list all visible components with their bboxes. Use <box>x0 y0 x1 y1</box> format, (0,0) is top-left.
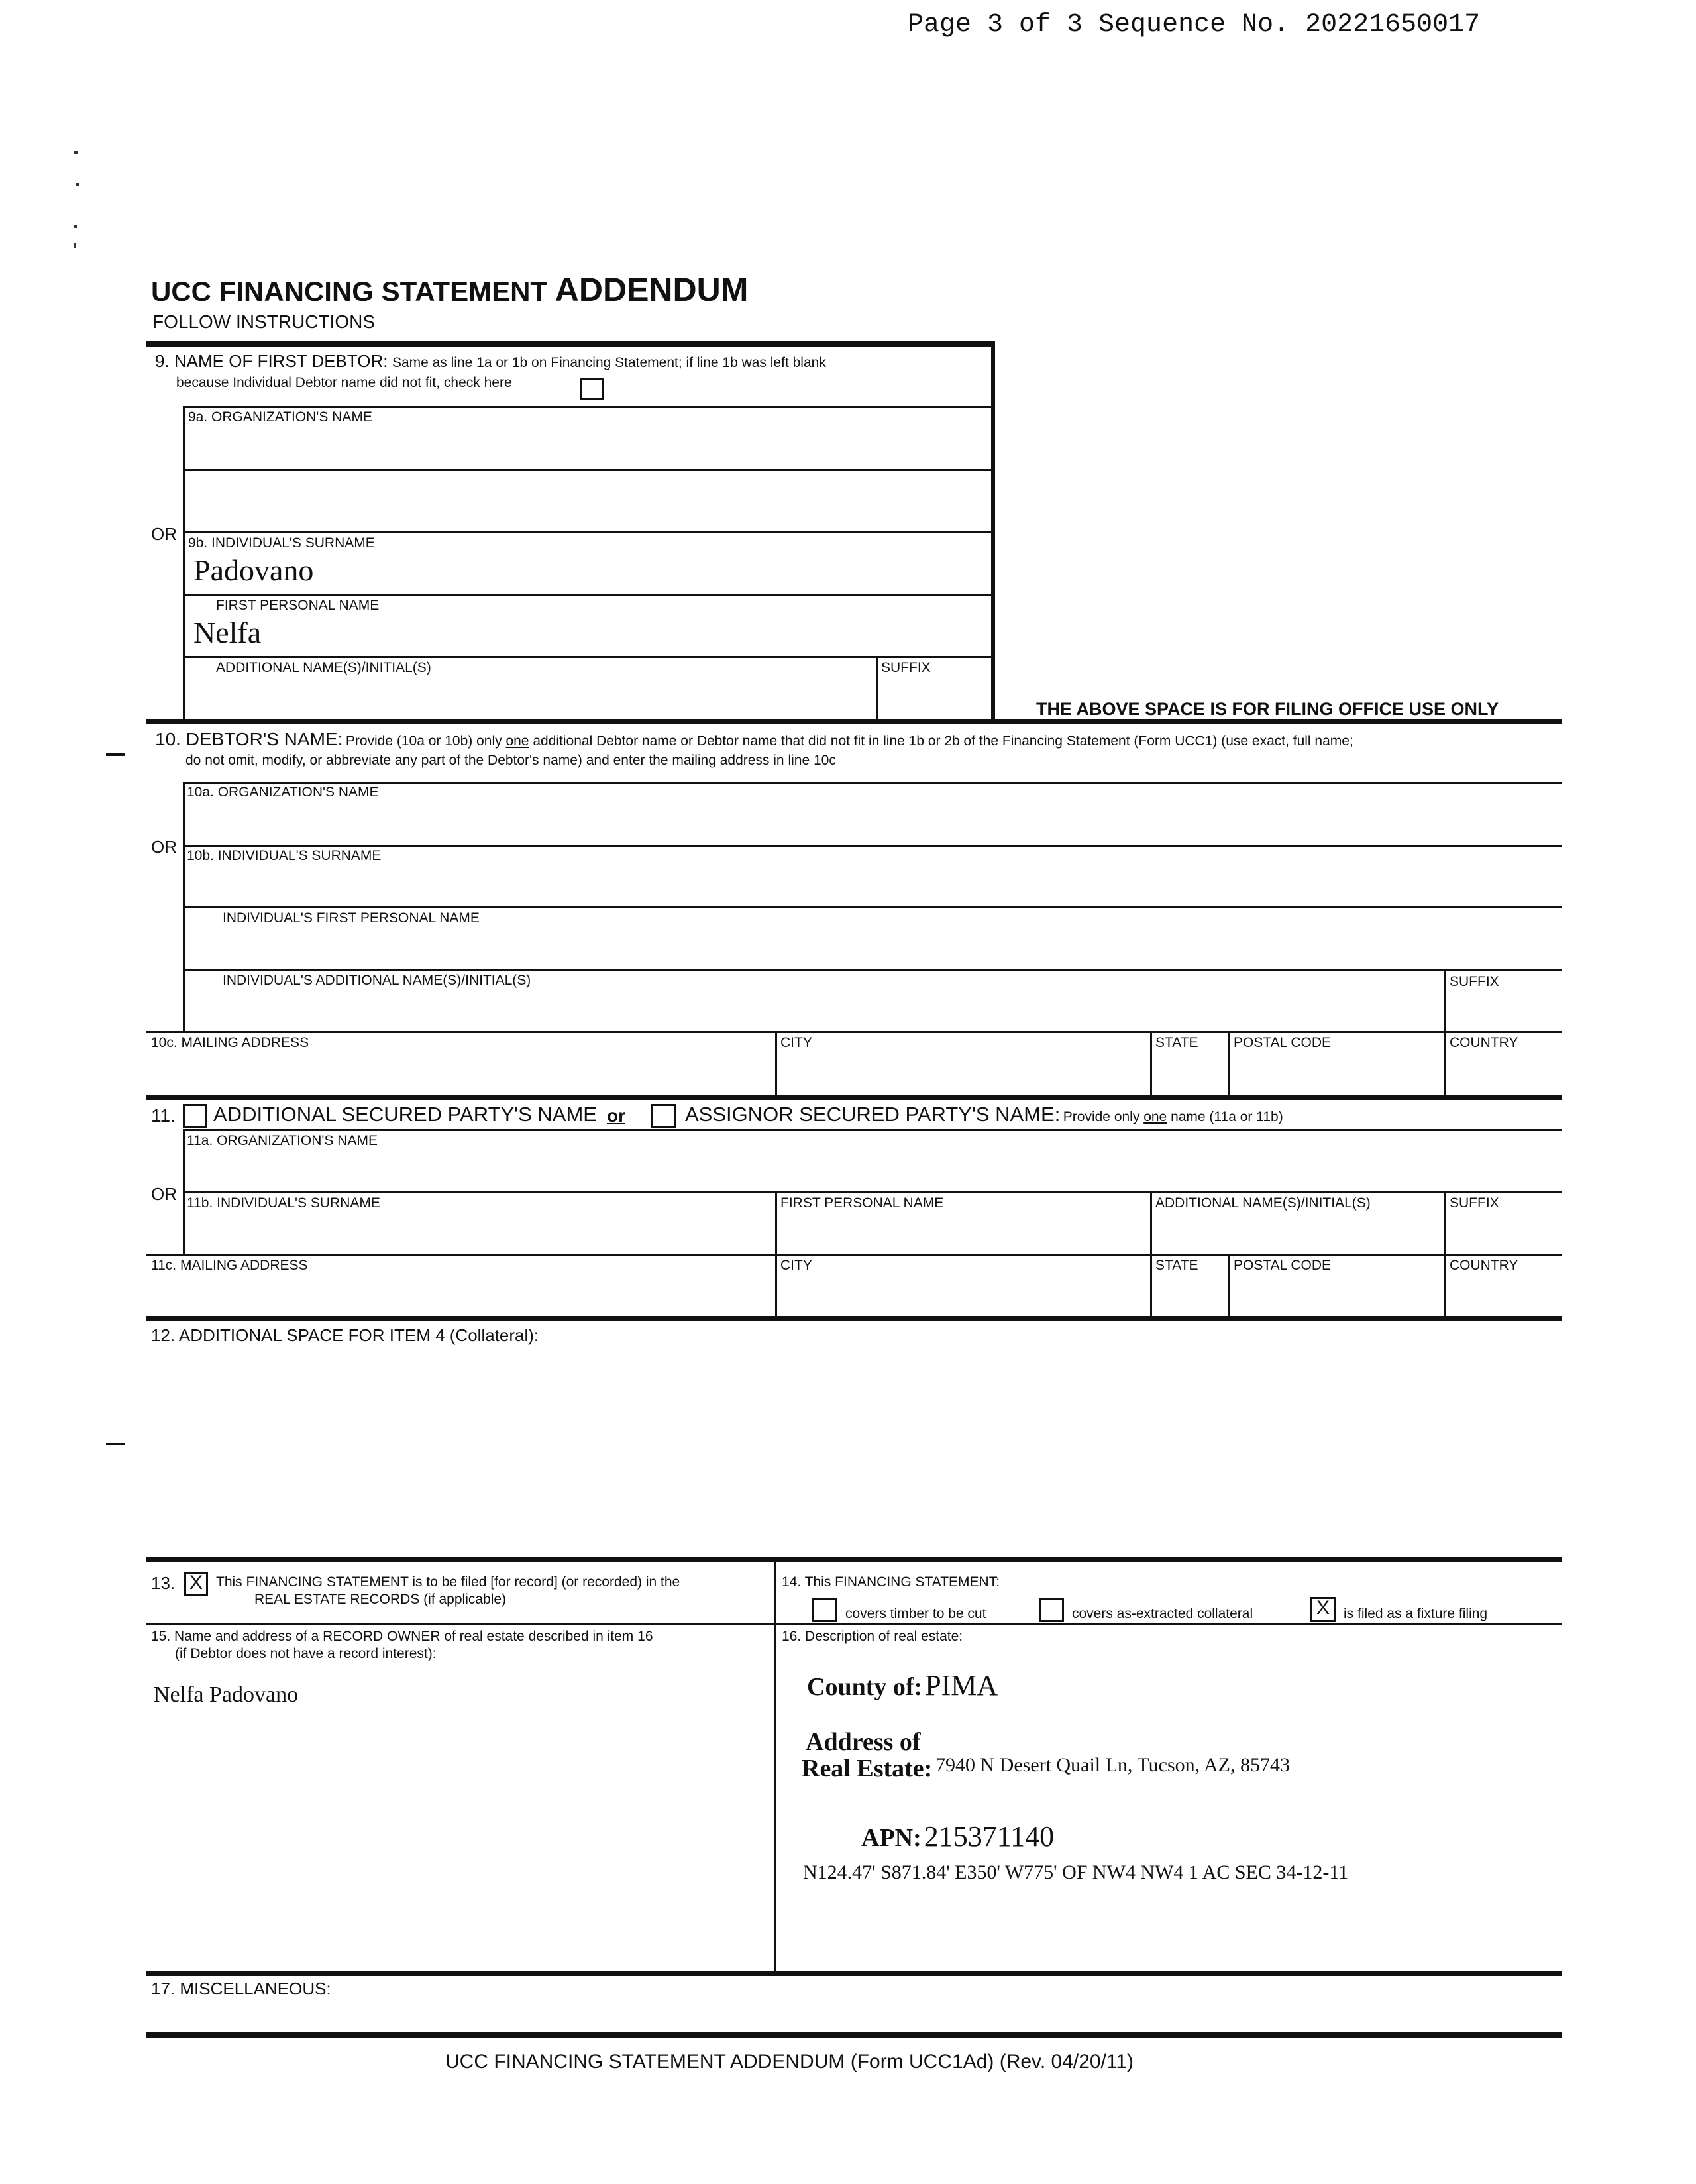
rule <box>1150 1031 1152 1095</box>
rule <box>146 1031 1562 1033</box>
section11c-label: 11c. MAILING ADDRESS <box>151 1258 308 1273</box>
section16-label: 16. Description of real estate: <box>782 1629 963 1644</box>
section9-heading <box>155 353 826 372</box>
section13-top-border <box>146 1557 1562 1562</box>
section11-suffix-label: SUFFIX <box>1450 1195 1499 1211</box>
section16-county <box>807 1668 998 1702</box>
section16-legal-description: N124.47' S871.84' E350' W775' OF NW4 NW4 1 AC SEC 34-12-11 <box>803 1861 1349 1883</box>
section9a-label: 9a. ORGANIZATION'S NAME <box>188 410 372 425</box>
section10-first-name-label: INDIVIDUAL'S FIRST PERSONAL NAME <box>223 910 480 926</box>
form-title-addendum: ADDENDUM <box>555 271 749 308</box>
section10-instructions-line2: do not omit, modify, or abbreviate any part of the Debtor's name) and enter the mailing address in line 10c <box>186 753 836 768</box>
section10-number: 10. DEBTOR'S NAME: <box>155 729 343 749</box>
section11-additional-checkbox[interactable] <box>183 1104 207 1128</box>
section11a-label: 11a. ORGANIZATION'S NAME <box>187 1133 378 1148</box>
rule <box>1150 1254 1152 1317</box>
section11-additional-name-label: ADDITIONAL NAME(S)/INITIAL(S) <box>1155 1195 1371 1211</box>
section10-instructions-one: one <box>505 734 529 749</box>
section14-timber-checkbox[interactable] <box>812 1598 837 1622</box>
section13-checkbox[interactable]: X <box>184 1572 208 1596</box>
section9b-label: 9b. INDIVIDUAL'S SURNAME <box>188 535 375 551</box>
rule <box>775 1254 777 1317</box>
section16-apn-label: APN: <box>861 1824 922 1852</box>
section16-county-label: County of: <box>807 1673 923 1701</box>
rule <box>146 1623 1562 1625</box>
section11b-label: 11b. INDIVIDUAL'S SURNAME <box>187 1195 380 1211</box>
rule <box>1444 1031 1446 1095</box>
follow-instructions: FOLLOW INSTRUCTIONS <box>152 311 376 332</box>
page-sequence: Page 3 of 3 Sequence No. 20221650017 <box>908 10 1481 40</box>
section10-instructions-a: Provide (10a or 10b) only <box>345 734 506 749</box>
section10-city-label: CITY <box>780 1035 812 1050</box>
rule <box>183 969 1562 971</box>
section10-top-border <box>146 719 1562 724</box>
section11-provide-a: Provide only <box>1063 1109 1144 1124</box>
rule <box>183 906 1562 908</box>
rule <box>183 656 992 658</box>
section16-address-value: 7940 N Desert Quail Ln, Tucson, AZ, 85743 <box>935 1754 1290 1776</box>
rule <box>775 1191 777 1255</box>
section12-top-border <box>146 1316 1562 1321</box>
section9-right-border <box>991 341 995 719</box>
rule <box>183 406 185 719</box>
section15-label-line1: 15. Name and address of a RECORD OWNER of real estate described in item 16 <box>151 1629 653 1644</box>
section11-city-label: CITY <box>780 1258 812 1273</box>
section9b-value: Padovano <box>193 553 314 587</box>
margin-dash <box>106 1443 125 1445</box>
rule <box>183 782 1562 784</box>
section14-label: 14. This FINANCING STATEMENT: <box>782 1574 1000 1590</box>
section9-first-name-value: Nelfa <box>193 616 262 649</box>
form-title <box>151 270 748 309</box>
section11-top-border <box>146 1095 1562 1100</box>
section13-text-line2: REAL ESTATE RECORDS (if applicable) <box>254 1592 507 1607</box>
form-footer: UCC FINANCING STATEMENT ADDENDUM (Form UCC1Ad) (Rev. 04/20/11) <box>445 2051 1134 2073</box>
section10-state-label: STATE <box>1155 1035 1198 1050</box>
section11-country-label: COUNTRY <box>1450 1258 1518 1273</box>
rule <box>1228 1031 1230 1095</box>
rule <box>183 469 992 471</box>
section9-additional-label: ADDITIONAL NAME(S)/INITIAL(S) <box>216 660 431 675</box>
section9-instructions: Same as line 1a or 1b on Financing Statement; if line 1b was left blank <box>392 355 826 370</box>
section15-label-line2: (if Debtor does not have a record interest): <box>175 1646 437 1661</box>
section14-fixture-label: is filed as a fixture filing <box>1344 1606 1488 1621</box>
form-title-main: UCC FINANCING STATEMENT <box>151 276 555 307</box>
section11-or-label: OR <box>151 1184 177 1204</box>
rule <box>183 1129 1562 1131</box>
section9-number: 9. NAME OF FIRST DEBTOR: <box>155 351 388 371</box>
section17-top-border <box>146 1971 1562 1976</box>
section10-postal-label: POSTAL CODE <box>1234 1035 1332 1050</box>
section14-extracted-checkbox[interactable] <box>1039 1598 1064 1622</box>
section10c-label: 10c. MAILING ADDRESS <box>151 1035 309 1050</box>
rule <box>183 406 992 408</box>
section17-label: 17. MISCELLANEOUS: <box>151 1979 331 1998</box>
rule <box>1444 1191 1446 1255</box>
section16-apn-value: 215371140 <box>924 1820 1055 1853</box>
rule <box>876 656 878 719</box>
rule <box>183 531 992 533</box>
section11-first-name-label: FIRST PERSONAL NAME <box>780 1195 944 1211</box>
rule <box>183 594 992 596</box>
section15-record-owner: Nelfa Padovano <box>154 1682 299 1707</box>
section9-or: OR <box>151 524 177 544</box>
rule <box>183 845 1562 847</box>
rule <box>1444 1254 1446 1317</box>
section14-extracted-label: covers as-extracted collateral <box>1072 1606 1253 1621</box>
scan-speck <box>74 243 76 248</box>
section11-number: 11. <box>151 1105 176 1126</box>
section10-or: OR <box>151 837 177 857</box>
section10-heading <box>155 729 1353 750</box>
form-bottom-border <box>146 2032 1562 2038</box>
section9-top-border <box>146 341 995 347</box>
section9-suffix-label: SUFFIX <box>881 660 931 675</box>
section12-label: 12. ADDITIONAL SPACE FOR ITEM 4 (Collateral): <box>151 1325 539 1345</box>
section10-additional-label: INDIVIDUAL'S ADDITIONAL NAME(S)/INITIAL(S) <box>223 973 531 988</box>
rule <box>146 1254 1562 1256</box>
rule <box>1150 1191 1152 1255</box>
scan-speck <box>74 225 77 228</box>
margin-dash <box>106 753 125 756</box>
rule <box>1228 1254 1230 1317</box>
section11-additional-label: ADDITIONAL SECURED PARTY'S NAME <box>213 1103 597 1126</box>
rule <box>775 1031 777 1095</box>
section10-instructions-b: additional Debtor name or Debtor name that did not fit in line 1b or 2b of the Financing Statement (Form UCC1) (use exact, full name; <box>529 734 1353 749</box>
section16-address-label-line1: Address of <box>806 1728 921 1756</box>
scan-speck <box>76 183 79 186</box>
section11-assignor-line <box>685 1103 1283 1126</box>
section13-text-line1: This FINANCING STATEMENT is to be filed [for record] (or recorded) in the <box>216 1574 680 1590</box>
section11-assignor-label: ASSIGNOR SECURED PARTY'S NAME: <box>685 1103 1061 1126</box>
section11-provide-one: one <box>1143 1109 1167 1124</box>
section9-checkbox[interactable] <box>580 378 604 400</box>
section16-apn <box>861 1820 1054 1853</box>
section16-county-value: PIMA <box>925 1669 998 1702</box>
section9-instructions-line2: because Individual Debtor name did not fit, check here <box>176 375 512 390</box>
section11-assignor-checkbox[interactable] <box>651 1104 676 1128</box>
section10a-label: 10a. ORGANIZATION'S NAME <box>187 785 379 800</box>
section10b-label: 10b. INDIVIDUAL'S SURNAME <box>187 848 382 863</box>
rule <box>1444 969 1446 1032</box>
section10-suffix-label: SUFFIX <box>1450 974 1499 989</box>
section10-country-label: COUNTRY <box>1450 1035 1518 1050</box>
section9-first-name-label: FIRST PERSONAL NAME <box>216 598 380 613</box>
section16-address-label-line2: Real Estate: <box>802 1755 933 1782</box>
scan-speck <box>74 151 78 154</box>
section11-postal-label: POSTAL CODE <box>1234 1258 1332 1273</box>
section13-number: 13. <box>151 1573 176 1593</box>
section11-provide-b: name (11a or 11b) <box>1167 1109 1283 1124</box>
section11-state-label: STATE <box>1155 1258 1198 1273</box>
rule <box>183 1191 1562 1193</box>
section14-timber-label: covers timber to be cut <box>845 1606 986 1621</box>
section14-fixture-checkbox[interactable]: X <box>1310 1597 1336 1622</box>
filing-office-note: THE ABOVE SPACE IS FOR FILING OFFICE USE ONLY <box>1036 699 1499 719</box>
section11-or: or <box>607 1105 625 1126</box>
